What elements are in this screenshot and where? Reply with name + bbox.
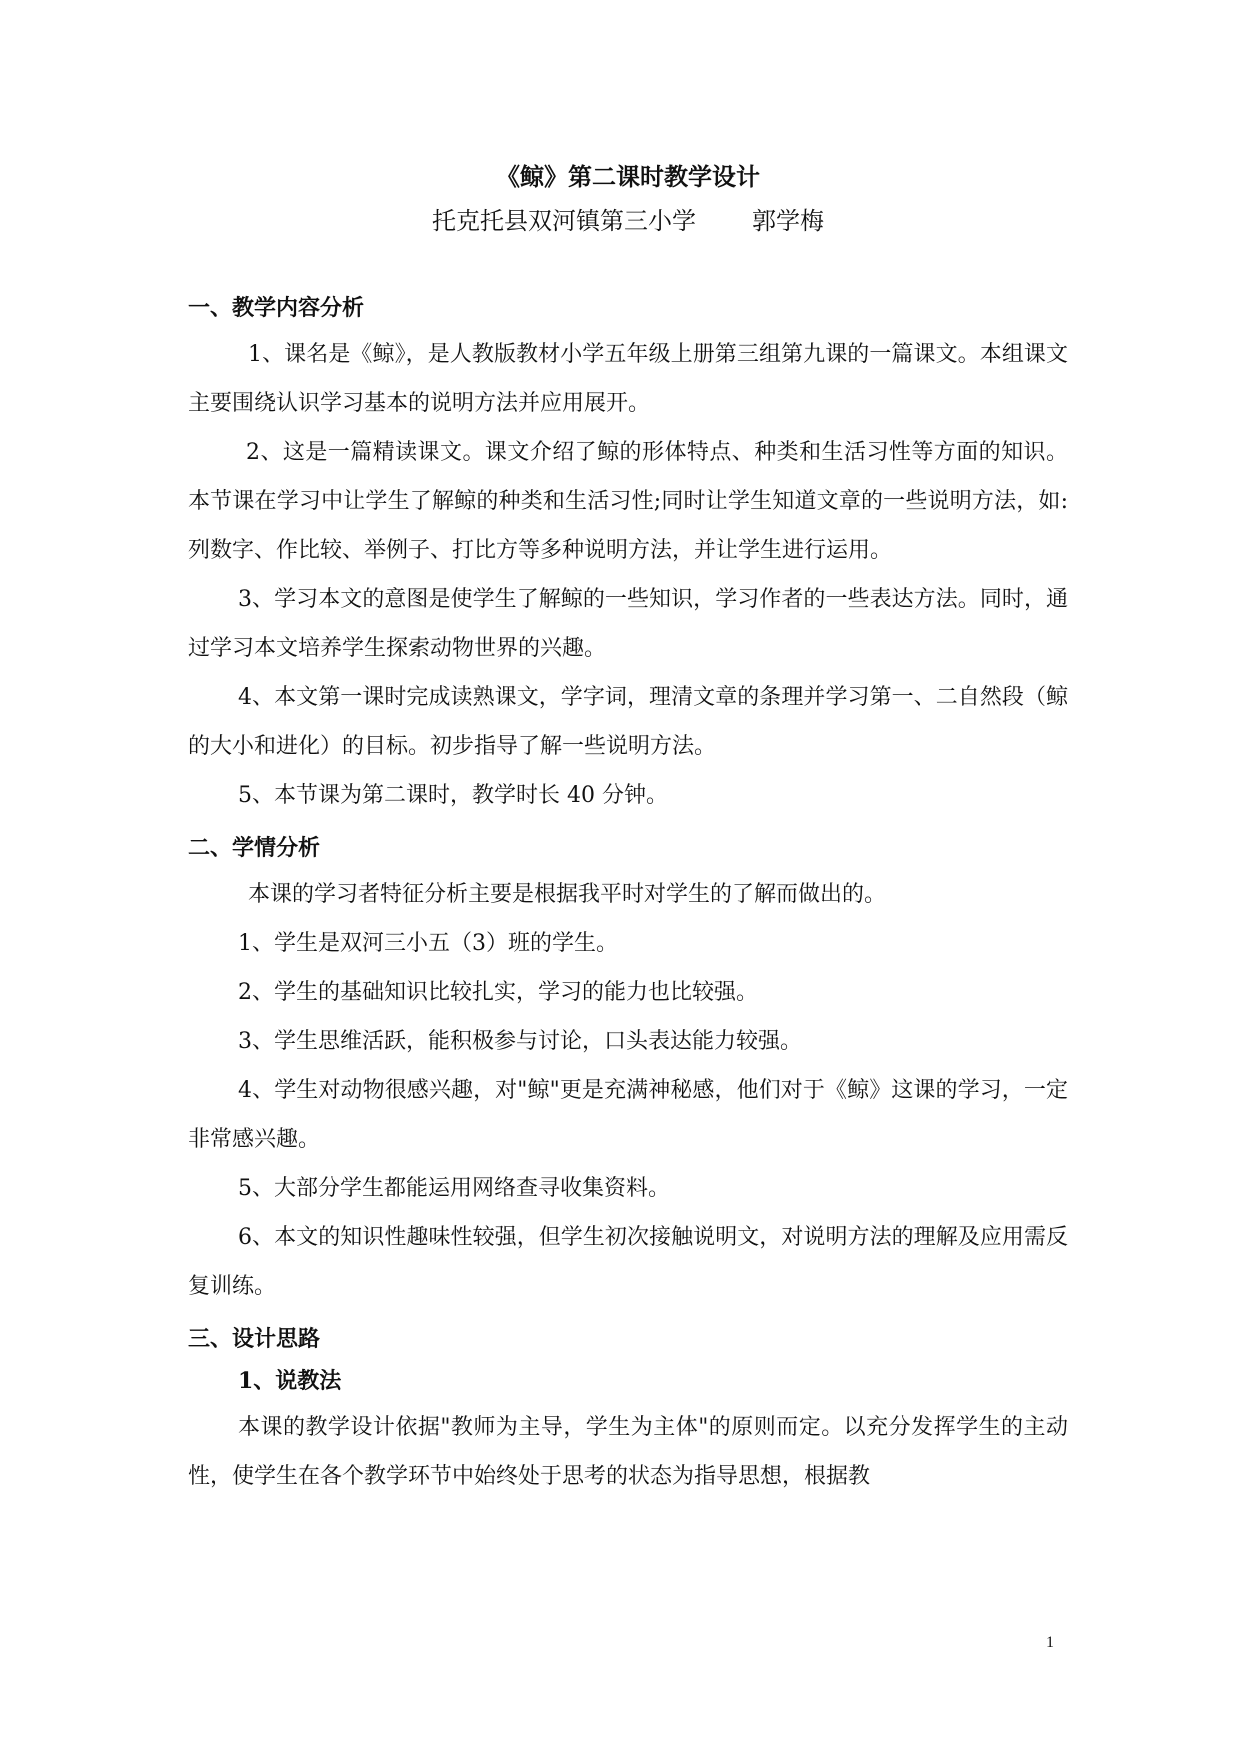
page-number: 1	[1046, 1634, 1054, 1651]
author-name: 郭学梅	[752, 207, 824, 235]
paragraph: 4、本文第一课时完成读熟课文，学字词，理清文章的条理并学习第一、二自然段（鲸的大小和进化）的目标。初步指导了解一些说明方法。	[188, 685, 1068, 759]
paragraph: 本课的教学设计依据"教师为主导，学生为主体"的原则而定。以充分发挥学生的主动性，使学生在各个教学环节中始终处于思考的状态为指导思想，根据教	[188, 1415, 1068, 1489]
paragraph: 5、本节课为第二课时，教学时长 40 分钟。	[238, 783, 668, 808]
document-body	[188, 160, 1068, 1501]
section-heading-learner-analysis: 二、学情分析	[188, 835, 321, 861]
paragraph: 本课的学习者特征分析主要是根据我平时对学生的了解而做出的。	[248, 882, 887, 907]
paragraph: 2、学生的基础知识比较扎实，学习的能力也比较强。	[238, 980, 758, 1005]
section-heading-design-ideas: 三、设计思路	[188, 1326, 321, 1352]
paragraph: 6、本文的知识性趣味性较强，但学生初次接触说明文，对说明方法的理解及应用需反复训练。	[188, 1225, 1068, 1299]
school-name: 托克托县双河镇第三小学	[432, 207, 696, 235]
paragraph: 3、学习本文的意图是使学生了解鲸的一些知识，学习作者的一些表达方法。同时，通过学习本文培养学生探索动物世界的兴趣。	[188, 587, 1068, 661]
section-heading-content-analysis: 一、教学内容分析	[188, 295, 365, 321]
paragraph: 2、这是一篇精读课文。课文介绍了鲸的形体特点、种类和生活习性等方面的知识。本节课在学习中让学生了解鲸的种类和生活习性;同时让学生知道文章的一些说明方法，如:列数字、作比较、举例子、打比方等多种说明方法，并让学生进行运用。	[188, 440, 1068, 563]
paragraph: 3、学生思维活跃，能积极参与讨论，口头表达能力较强。	[238, 1029, 802, 1054]
subheading-teaching-method: 1、说教法	[238, 1368, 342, 1394]
paragraph: 5、大部分学生都能运用网络查寻收集资料。	[238, 1176, 670, 1201]
paragraph: 1、学生是双河三小五（3）班的学生。	[238, 931, 618, 956]
author-line	[188, 204, 1068, 238]
paragraph: 4、学生对动物很感兴趣，对"鲸"更是充满神秘感，他们对于《鲸》这课的学习，一定非常感兴趣。	[188, 1078, 1068, 1152]
document-title: 《鲸》第二课时教学设计	[496, 162, 760, 191]
paragraph: 1、课名是《鲸》，是人教版教材小学五年级上册第三组第九课的一篇课文。本组课文主要围绕认识学习基本的说明方法并应用展开。	[188, 342, 1068, 416]
